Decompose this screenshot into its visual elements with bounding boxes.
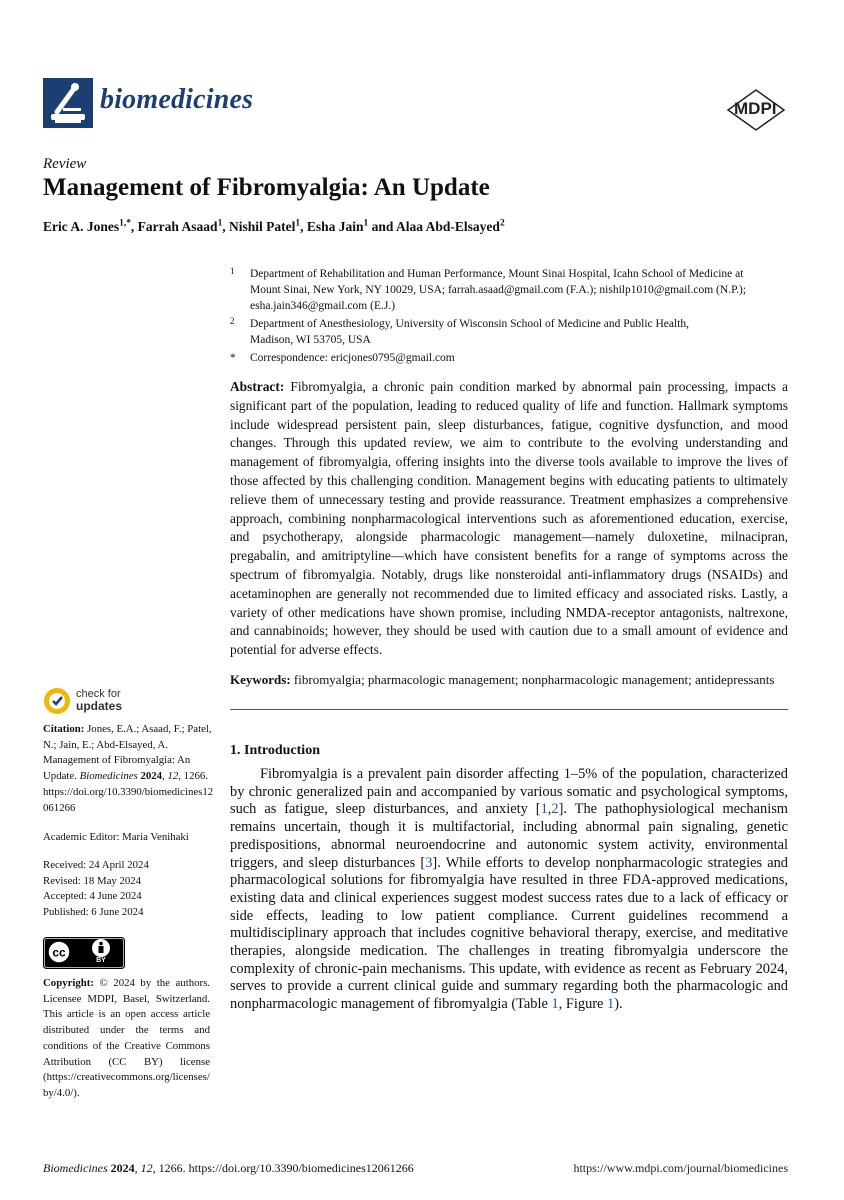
keywords-label: Keywords: — [230, 672, 291, 687]
figure-link[interactable]: 1 — [607, 996, 615, 1013]
journal-name: biomedicines — [100, 84, 254, 115]
introduction-paragraph: Fibromyalgia is a prevalent pain disorder affecting 1–5% of the population, characterized by chronic generalized pain and accompanied by various somatic and psychological symptoms, such as fatigue, sleep disturbances, and anxiety [1,2]. The pathophysiological mechanism remains uncertain, though it is multifactorial, including abnormal pain signaling, genetic predispositions, abnormal neuroendocrine and autonomic system activity, environmental triggers, and sleep disturbances [3]. While efforts to develop nonpharmacologic strategies and pharmacological solutions for fibromyalgia have resulted in three FDA-approved medications, existing data and clinical experiences suggest modest success rates due to a lack of efficacy or side effects, leading to low patient compliance. Current guidelines recommend a multidisciplinary approach that includes cognitive behavioral therapy, exercise, and meditative therapies, alongside medication. The challenges in treating fibromyalgia underscore the complexity of chronic-pain mechanisms. This update, with evidence as recent as February 2024, serves to provide a current clinical guide and summary regarding both the pharmacologic and nonpharmacologic management of fibromyalgia (Table 1, Figure 1). — [230, 766, 788, 1013]
citation-block: Citation: Jones, E.A.; Asaad, F.; Patel, N.; Jain, E.; Abd-Elsayed, A. Management of Fibromyalgia: An Update. Biomedicines 2024, 12, 1266. https://doi.org/10.3390/biomedicines12061266 — [43, 723, 214, 814]
author-list — [43, 218, 803, 235]
check-updates-icon — [43, 687, 71, 715]
abstract — [230, 378, 788, 660]
cc-license-badge[interactable] — [43, 937, 125, 969]
cc-by-label: BY — [96, 957, 106, 964]
svg-text:cc: cc — [52, 945, 66, 960]
author: Alaa Abd-Elsayed$^2$ — [396, 218, 505, 234]
keywords-text: fibromyalgia; pharmacologic management; nonpharmacologic management; antidepressants — [293, 672, 775, 687]
citation-link[interactable]: 2 — [551, 801, 559, 818]
citation-link[interactable]: 1 — [540, 801, 548, 818]
abstract-label: Abstract: — [230, 379, 285, 394]
author: Esha Jain$^1$ and — [306, 218, 397, 234]
keywords — [230, 671, 800, 690]
date-received: Received: 24 April 2024 — [43, 859, 149, 871]
author: Farrah Asaad$^1$, — [137, 218, 230, 234]
copyright-block: Copyright: © 2024 by the authors. Licensee MDPI, Basel, Switzerland. This article is an open access article distributed under the terms and conditions of the Creative Commons Attribution (CC BY) license (https://creativecommons.org/licenses/by/4.0/). — [43, 977, 210, 1099]
date-accepted: Accepted: 4 June 2024 — [43, 890, 142, 903]
check-updates-line1: check for — [76, 688, 121, 700]
mdpi-logo — [724, 88, 788, 132]
correspondence: * Correspondence: ericjones0795@gmail.com — [230, 352, 455, 364]
check-for-updates-button[interactable] — [43, 686, 183, 716]
journal-logo-icon — [43, 78, 93, 128]
citation-link[interactable]: 3 — [425, 854, 433, 871]
check-updates-line2: updates — [76, 699, 123, 713]
affiliation-2: 2 Department of Anesthesiology, University of Wisconsin School of Medicine and Public Health, Madison, WI 53705, USA — [230, 316, 690, 346]
section-heading: 1. Introduction — [230, 743, 320, 758]
section-divider — [230, 709, 788, 710]
date-revised: Revised: 18 May 2024 — [43, 874, 142, 887]
abstract-text: Fibromyalgia, a chronic pain condition marked by abnormal pain processing, impacts a significant part of the population, leading to reduced quality of life and function. Hallmark symptoms include widespread persistent pain, sleep disturbances, fatigue, cognitive dysfunction, and mood changes. Through this updated review, we aim to contribute to the evolving understanding and management of fibromyalgia, offering insights into the diverse tools available to improve the lives of those affected by this challenging condition. Management begins with educating patients to ultimately relieve them of unnecessary testing and provide reassurance. Treatment emphasizes a comprehensive approach, combining nonpharmacological interventions such as aforementioned education, exercise, and psychotherapy, alongside pharmacologic management—namely duloxetine, milnacipran, pregabalin, and amitriptyline—which have consistent benefits for a range of symptoms across the spectrum of fibromyalgia. Notably, drugs like nonsteroidal anti-inflammatory drugs (NSAIDs) and acetaminophen are generally not recommended due to limited efficacy and associated risks. Lastly, a variety of other medications have shown promise, including NMDA-receptor antagonists, naltrexone, and cannabinoids; however, they should be used with caution due to a small amount of evidence and potential for adverse effects. — [230, 379, 788, 658]
publisher-name: MDPI — [734, 99, 777, 118]
academic-editor: Academic Editor: Maria Venihaki — [43, 831, 189, 843]
footer-citation: Biomedicines 2024, 12, 1266. https://doi.org/10.3390/biomedicines12061266 — [43, 1161, 414, 1175]
date-published: Published: 6 June 2024 — [43, 906, 144, 919]
article-title: Management of Fibromyalgia: An Update — [43, 174, 490, 201]
journal-url-link[interactable]: https://www.mdpi.com/journal/biomedicines — [573, 1161, 788, 1175]
author: Eric A. Jones$^{1,*}$, — [43, 218, 138, 234]
table-link[interactable]: 1 — [551, 996, 559, 1013]
affiliations — [230, 266, 800, 366]
dates — [43, 858, 215, 921]
author: Nishil Patel$^1$, — [229, 218, 307, 234]
journal-logo — [43, 78, 93, 128]
cc-by-icon — [43, 937, 125, 969]
article-type: Review — [43, 156, 87, 172]
affiliation-1: 1 Department of Rehabilitation and Human Performance, Mount Sinai Hospital, Icahn School of Medicine at Mount Sinai, New York, NY 10029, USA; farrah.asaad@gmail.com (F.A.); nishilp1010@gmail.com (N.P.); esha.jain346@gmail.com (E.J.) — [230, 266, 747, 312]
